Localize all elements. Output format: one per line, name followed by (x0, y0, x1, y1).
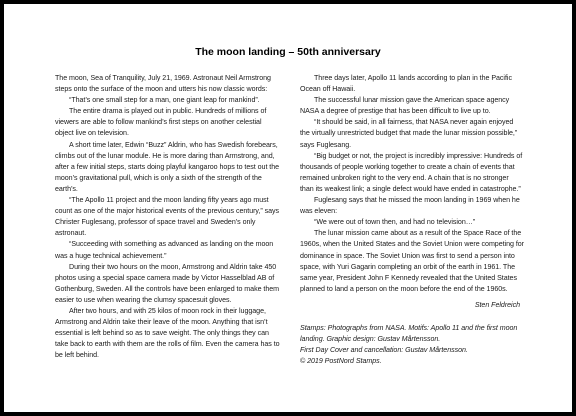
paragraph: “It should be said, in all fairness, that NASA never again enjoyed the virtually unrestricted budget that made the lunar mission possible,” says Fuglesang. (300, 118, 518, 149)
paragraph: “We were out of town then, and had no television…” (314, 218, 476, 227)
paragraph: “Big budget or not, the project is incredibly impressive: Hundreds of thousands of people working together to create a chain of events that remained unbroken right to the very end. A chain that is no stronger than its weakest link; a single defect would have ended in catastrophe.” (300, 151, 523, 193)
paragraph: The lunar mission came about as a result of the Space Race of the 1960s, when the United States and the Soviet Union were competing for dominance in space. The Soviet Union was first to send a person into space, with Yuri Gagarin completing an orbit of the earth in 1961. The same year, President John F Kennedy revealed that the United States planned to land a person on the moon before the end of the 1960s. (300, 229, 524, 293)
paragraph: During their two hours on the moon, Armstrong and Aldrin take 450 photos using a special space camera made by Victor Hasselblad AB of Gothenburg, Sweden. All the controls have been enlarged to make them easier to use when wearing the clumsy spacesuit gloves. (55, 262, 280, 304)
paragraph: The moon, Sea of Tranquility, July 21, 1969. Astronaut Neil Armstrong steps onto the surface of the moon and utters his now classic words: (55, 74, 271, 94)
document-page (4, 4, 572, 412)
right-column (300, 73, 524, 367)
paragraph: A short time later, Edwin “Buzz” Aldrin, who has Swedish forebears, climbs out of the lunar module. He is more daring than Armstrong, and, after a few initial steps, starts doing playful kangaroo hops to test out the moon’s gravitational pull, which is only a sixth of the strength of the earth’s. (55, 140, 280, 193)
credits-line: © 2019 PostNord Stamps. (300, 357, 382, 366)
document-title: The moon landing – 50th anniversary (195, 46, 381, 58)
paragraph: Fuglesang says that he missed the moon landing in 1969 when he was eleven: (300, 196, 520, 216)
paragraph: “That’s one small step for a man, one giant leap for mankind”. (69, 96, 260, 105)
paragraph: After two hours, and with 25 kilos of moon rock in their luggage, Armstrong and Aldrin take their leave of the moon. Anything that isn’t essential is left behind so as to save weight. The only things they can take back to earth with them are the rolls of film. Even the camera has to be left behind. (55, 306, 280, 360)
paragraph: The successful lunar mission gave the American space agency NASA a degree of prestige that has been difficult to live up to. (300, 96, 510, 116)
paragraph: “The Apollo 11 project and the moon landing fifty years ago must count as one of the major historical events of the previous century,” says Christer Fuglesang, professor of space travel and Sweden’s only astronaut. (55, 196, 280, 238)
left-column (55, 73, 281, 361)
credits-line: First Day Cover and cancellation: Gustav Mårtensson. (300, 346, 468, 355)
credits-block (300, 323, 524, 367)
credits-line: Stamps: Photographs from NASA. Motifs: Apollo 11 and the first moon landing. Graphic design: Gustav Mårtensson. (300, 323, 518, 344)
author-signature: Sten Feldreich (474, 300, 520, 309)
paragraph: Three days later, Apollo 11 lands according to plan in the Pacific Ocean off Hawaii. (300, 74, 512, 94)
paragraph: “Succeeding with something as advanced as landing on the moon was a huge technical achievement.” (55, 240, 274, 260)
paragraph: The entire drama is played out in public. Hundreds of millions of viewers are able to follow mankind’s first steps on another celestial object live on television. (55, 107, 267, 138)
